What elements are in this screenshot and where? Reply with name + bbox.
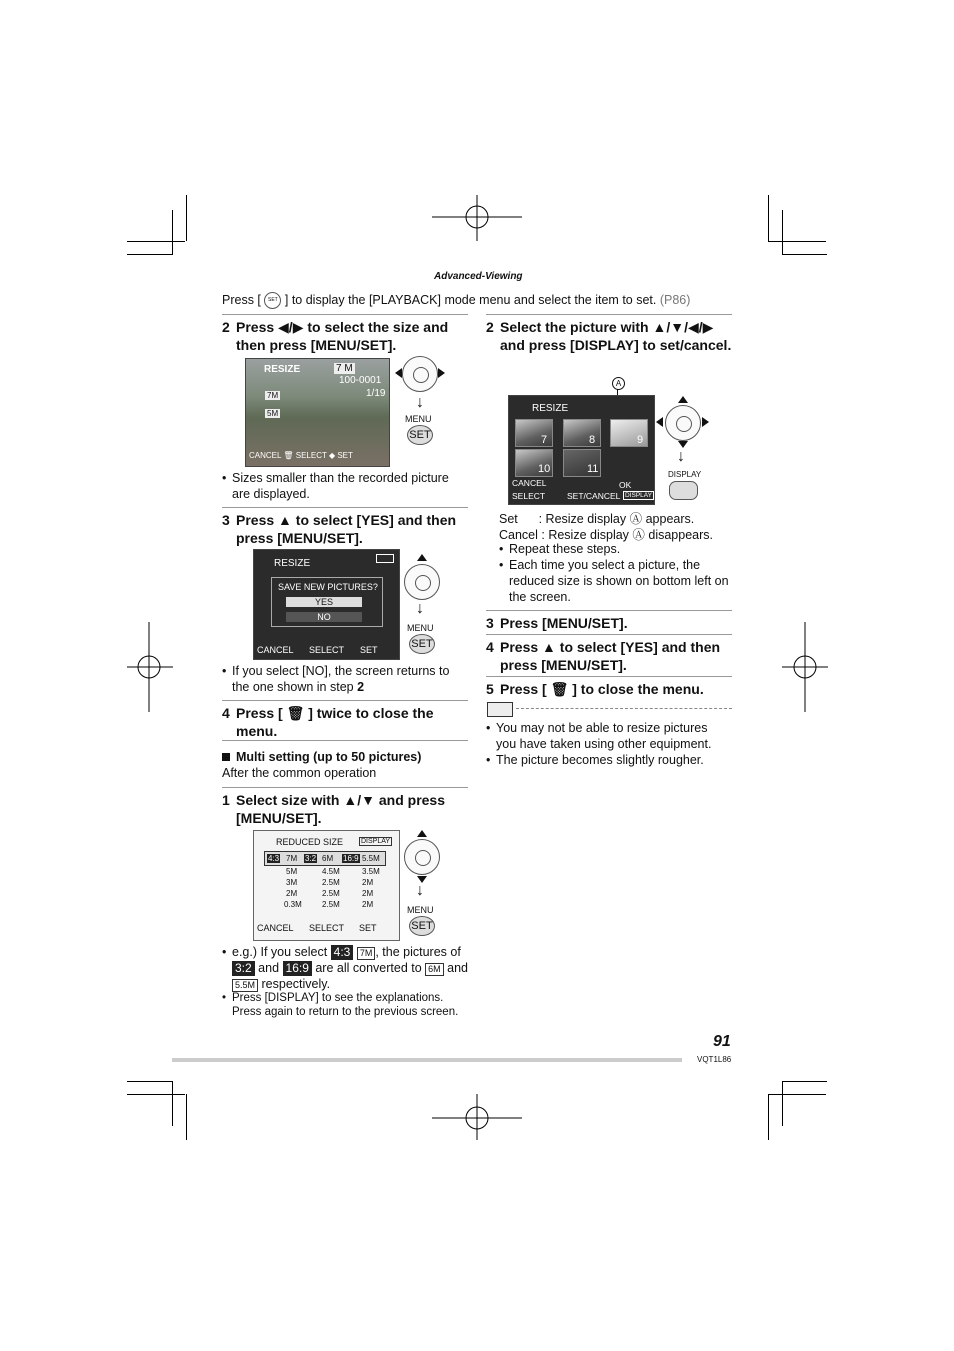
note-sizes: • Sizes smaller than the recorded picture are displayed.	[222, 471, 449, 501]
crop-mark	[768, 195, 769, 241]
step-2-select-picture: 2 Select the picture with ▲/▼/◀/▶ and press [DISPLAY] to set/cancel.	[486, 314, 732, 354]
arrow-left-icon	[395, 368, 402, 378]
set-button-icon: SET	[409, 634, 435, 654]
crop-mark	[186, 195, 187, 241]
crop-mark	[127, 254, 172, 255]
display-label: DISPLAY	[668, 470, 702, 479]
arrow-down-icon: ↓	[416, 394, 424, 411]
set-button-icon: SET	[407, 425, 433, 445]
crop-mark	[172, 1081, 173, 1126]
marker-a: A	[612, 377, 625, 390]
screen-reduced-size: REDUCED SIZE DISPLAY 4:3 7M 3:2 6M 16:9 5.5M 5M 4.5M 3.5M 3M 2.5M 2M 2M 2.5M 2M 0.3M 2.5M 2M CANCEL SELECT SET	[253, 830, 400, 941]
crop-mark	[768, 1094, 826, 1095]
note-each-time: • Each time you select a picture, the reduced size is shown on bottom left on the screen.	[499, 558, 729, 604]
divider	[222, 740, 468, 741]
cancel-line: Cancel : Resize display Ⓐ disappears.	[499, 528, 713, 542]
registration-mark	[432, 195, 522, 241]
arrow-down-icon	[678, 441, 688, 448]
step-2-resize: 2 Press ◀/▶ to select the size and then press [MENU/SET].	[222, 314, 468, 354]
doc-code: VQT1L86	[697, 1055, 732, 1064]
screen-resize-size: RESIZE 7 M 100-0001 1/19 7M 5M CANCEL 🗑 SELECT ◆ SET	[245, 358, 390, 467]
arrow-left-icon	[656, 417, 663, 427]
crop-mark	[127, 1081, 172, 1082]
arrow-right-icon	[702, 417, 709, 427]
registration-mark	[432, 1094, 522, 1140]
arrow-up-icon	[678, 396, 688, 403]
menu-label: MENU	[405, 414, 432, 424]
arrow-down-icon: ↓	[416, 600, 424, 617]
cursor-pad-4way	[656, 396, 710, 448]
arrow-up-icon	[417, 554, 427, 561]
thumbnail[interactable]	[515, 419, 553, 447]
note-repeat: • Repeat these steps.	[499, 542, 621, 556]
crop-mark	[186, 1094, 187, 1140]
crop-mark	[127, 241, 185, 242]
crop-mark	[782, 1081, 827, 1082]
step-5-close: 5 Press [ 🗑 ] to close the menu.	[486, 676, 732, 698]
battery-icon	[376, 554, 394, 563]
page-number: 91	[713, 1033, 731, 1050]
screen-save-new: RESIZE SAVE NEW PICTURES? YES NO CANCEL SELECT SET	[253, 549, 400, 660]
cursor-pad-left-right	[395, 356, 445, 396]
menu-label: MENU	[407, 623, 434, 633]
intro-text: Press [ SET ] to display the [PLAYBACK] mode menu and select the item to set. (P86)	[222, 292, 742, 309]
menu-set-icon: SET	[264, 292, 281, 309]
crop-mark	[782, 210, 783, 255]
set-button-icon: SET	[409, 916, 435, 936]
step-3-menu-set: 3 Press [MENU/SET].	[486, 610, 732, 632]
note-example: • e.g.) If you select 4:3 7M , the pictures of 3:2 and 16:9 are all converted to 6M and 5.5M respectively.	[222, 945, 469, 991]
step-4-close: 4 Press [ 🗑 ] twice to close the menu.	[222, 700, 468, 740]
multi-after: After the common operation	[222, 766, 377, 780]
cursor-pad-up-down	[404, 830, 440, 888]
arrow-right-icon	[438, 368, 445, 378]
note-other-equipment: • You may not be able to resize pictures you have taken using other equipment.	[486, 721, 712, 751]
footer-rule	[172, 1058, 682, 1062]
menu-label: MENU	[407, 905, 434, 915]
note-display: • Press [DISPLAY] to see the explanations. Press again to return to the previous screen.	[222, 992, 459, 1018]
crop-mark	[768, 1094, 769, 1140]
crop-mark	[127, 1094, 185, 1095]
screen-multi-resize: RESIZE 7 8 9 10 11 CANCEL OK SELECT SET/CANCEL DISPLAY	[508, 395, 655, 505]
crop-mark	[782, 254, 827, 255]
note-no-returns: • If you select [NO], the screen returns to the one shown in step 2	[222, 664, 450, 694]
step-1-select-size: 1 Select size with ▲/▼ and press [MENU/SET].	[222, 787, 468, 827]
step-4-yes: 4 Press ▲ to select [YES] and then press [MENU/SET].	[486, 634, 732, 674]
cursor-pad-up	[404, 554, 440, 602]
dashed-divider	[516, 708, 732, 709]
set-line: Set : Resize display Ⓐ appears.	[499, 512, 695, 526]
arrow-down-icon: ↓	[416, 882, 424, 899]
arrow-up-icon	[417, 830, 427, 837]
crop-mark	[782, 1081, 783, 1126]
crop-mark	[768, 241, 826, 242]
thumbnail[interactable]	[563, 419, 601, 447]
crop-mark	[172, 210, 173, 255]
arrow-down-icon: ↓	[677, 448, 685, 465]
step-3-yes: 3 Press ▲ to select [YES] and then press [MENU/SET].	[222, 507, 468, 547]
registration-mark	[782, 622, 828, 712]
section-header: Advanced-Viewing	[434, 271, 523, 282]
note-icon	[487, 702, 513, 717]
display-button-icon	[669, 481, 698, 500]
registration-mark	[127, 622, 173, 712]
note-rougher: • The picture becomes slightly rougher.	[486, 753, 704, 767]
multi-setting-title: Multi setting (up to 50 pictures)	[222, 750, 421, 764]
